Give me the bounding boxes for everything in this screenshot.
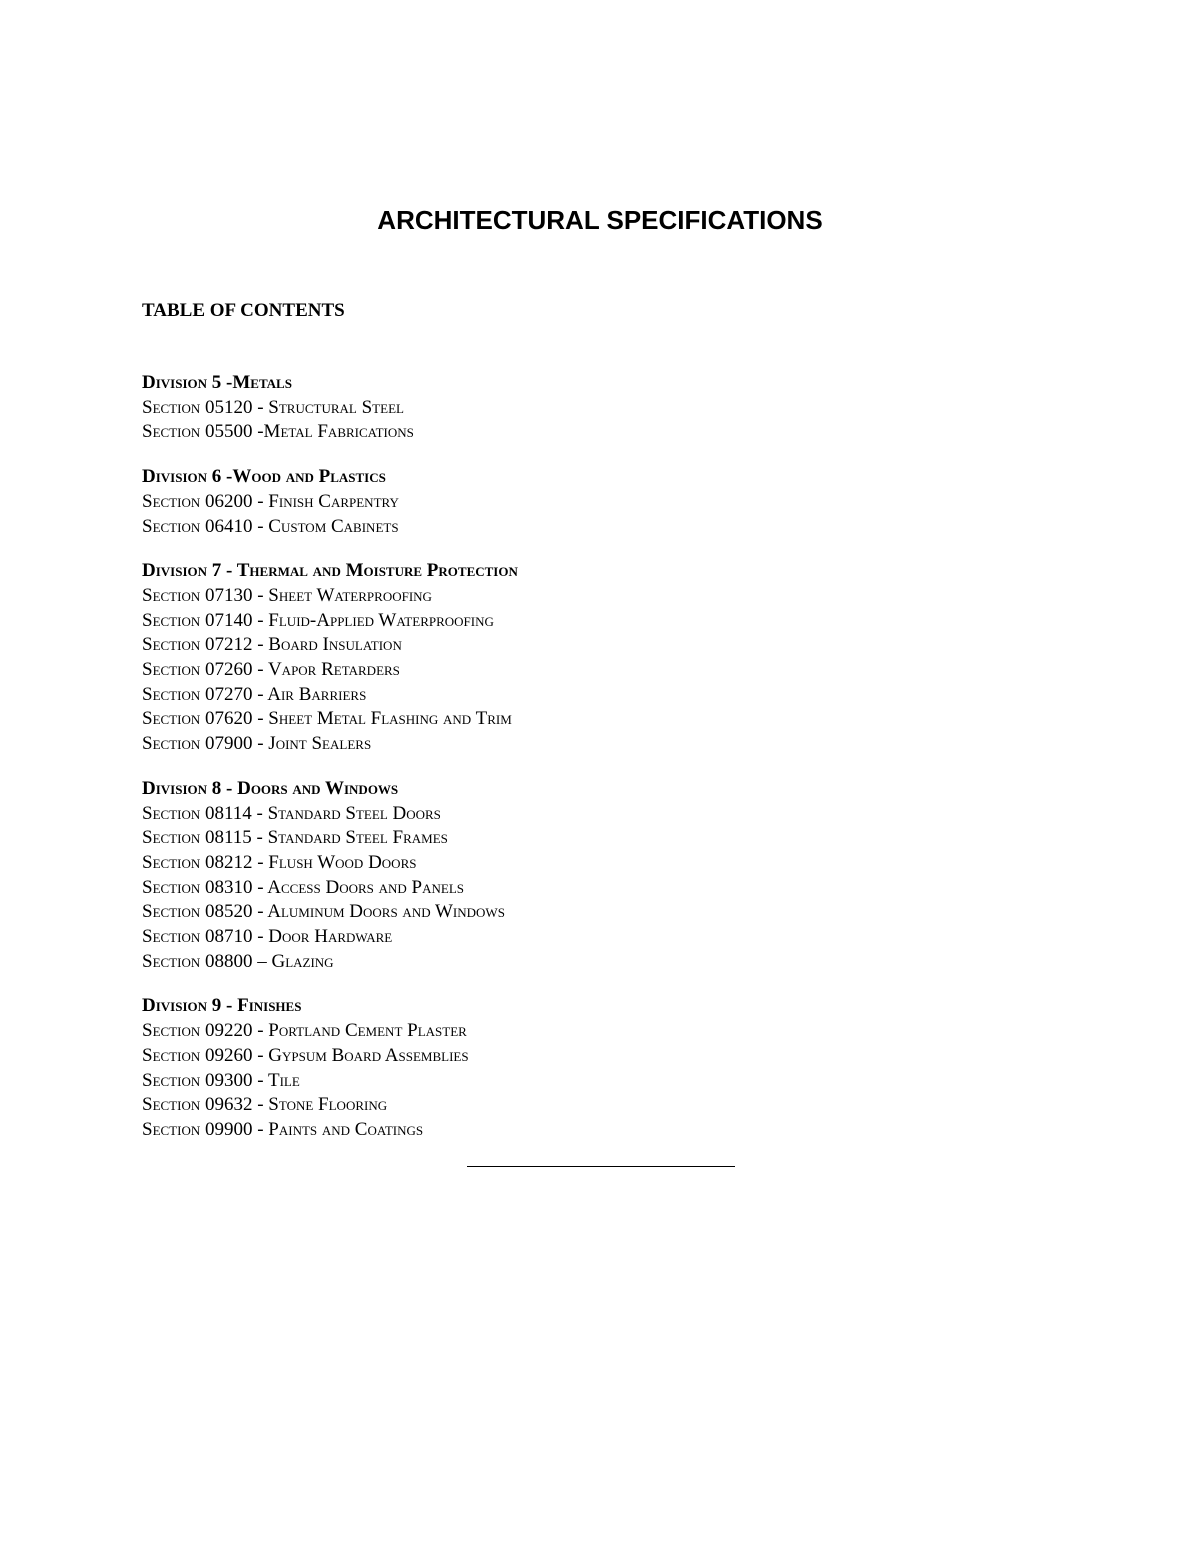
- section-entry: Section 08520 - Aluminum Doors and Windows: [142, 901, 505, 923]
- section-entry: Section 08310 - Access Doors and Panels: [142, 876, 464, 898]
- section-entry: Section 08800 – Glazing: [142, 950, 334, 972]
- document-title: ARCHITECTURAL SPECIFICATIONS: [377, 205, 823, 235]
- toc-heading: TABLE OF CONTENTS: [142, 300, 345, 321]
- section-entry: Section 07270 - Air Barriers: [142, 683, 367, 705]
- division-title: Division 5 -Metals: [142, 372, 292, 393]
- section-entry: Section 05500 -Metal Fabrications: [142, 421, 414, 443]
- section-entry: Section 07900 - Joint Sealers: [142, 733, 372, 755]
- section-entry: Section 08212 - Flush Wood Doors: [142, 851, 417, 873]
- division-title: Division 6 -Wood and Plastics: [142, 466, 386, 488]
- section-entry: Section 08115 - Standard Steel Frames: [142, 827, 448, 849]
- end-rule: [467, 1166, 735, 1167]
- section-entry: Section 06410 - Custom Cabinets: [142, 515, 399, 537]
- division-title: Division 7 - Thermal and Moisture Protection: [142, 560, 518, 582]
- section-entry: Section 09900 - Paints and Coatings: [142, 1118, 424, 1140]
- table-of-contents: [142, 371, 842, 1163]
- section-entry: Section 07130 - Sheet Waterproofing: [142, 584, 432, 606]
- section-entry: Section 09260 - Gypsum Board Assemblies: [142, 1044, 469, 1066]
- section-entry: Section 07620 - Sheet Metal Flashing and Trim: [142, 708, 512, 730]
- section-entry: Section 05120 - Structural Steel: [142, 396, 404, 418]
- section-entry: Section 09220 - Portland Cement Plaster: [142, 1020, 467, 1042]
- toc-division: [142, 777, 842, 975]
- toc-division: [142, 559, 842, 757]
- section-entry: Section 07140 - Fluid-Applied Waterproofing: [142, 609, 494, 631]
- section-entry: Section 07212 - Board Insulation: [142, 634, 402, 656]
- toc-division: [142, 994, 842, 1142]
- section-entry: Section 06200 - Finish Carpentry: [142, 490, 399, 512]
- toc-division: [142, 371, 842, 445]
- section-entry: Section 09300 - Tile: [142, 1069, 300, 1091]
- division-title: Division 9 - Finishes: [142, 995, 302, 1017]
- section-entry: Section 09632 - Stone Flooring: [142, 1094, 388, 1116]
- section-entry: Section 07260 - Vapor Retarders: [142, 659, 400, 681]
- section-entry: Section 08710 - Door Hardware: [142, 926, 393, 948]
- toc-division: [142, 465, 842, 539]
- section-entry: Section 08114 - Standard Steel Doors: [142, 802, 441, 824]
- division-title: Division 8 - Doors and Windows: [142, 777, 399, 799]
